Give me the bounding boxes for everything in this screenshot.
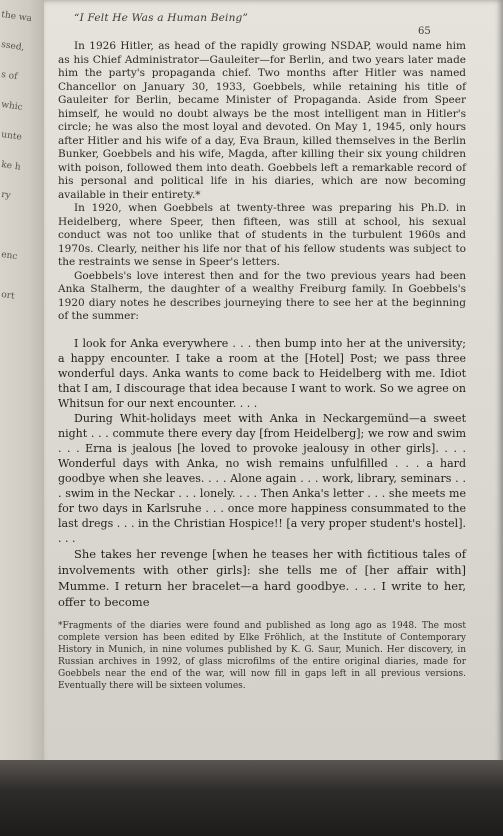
diary-quote (58, 336, 466, 610)
quote-paragraph: She takes her revenge [when he teases her with fictitious tales of involvements with other girls]: she tells me of [her affair with] Mumme. I return her bracelet—a hard goodbye. . . . I write to her, offer to become (58, 546, 466, 609)
book-page (44, 0, 503, 770)
quote-paragraph: During Whit-holidays meet with Anka in Neckargemünd—a sweet night . . . commute there every day [from Heidelberg]; we row and swim . . . Erna is jealous [he loved to provoke jealousy in other girls]. . . . Wonderful days with Anka, no wish remains unfulfilled . . . a hard goodbye when she leaves. . . . Alone again . . . work, library, seminars . . . swim in the Neckar . . . lonely. . . . Then Anka's letter . . . she meets me for two days in Karlsruhe . . . once more happiness consummated to the last dregs . . . in the Christian Hospice!! [a very proper student's hostel]. . . . (58, 411, 466, 545)
paragraph: In 1926 Hitler, as head of the rapidly growing NSDAP, would name him as his Chief Administrator—Gauleiter—for Berlin, and two years later made him the party's propaganda chief. Two months after Hitler was named Chancellor on January 30, 1933, Goebbels, while retaining his title of Gauleiter for Berlin, became Minister of Propaganda. Aside from Speer himself, he would no doubt always be the most intelligent man in Hitler's circle; he was also the most loyal and devoted. On May 1, 1945, only hours after Hitler and his wife of a day, Eva Braun, killed themselves in the Berlin Bunker, Goebbels and his wife, Magda, after killing their six young children with poison, followed them into death. Goebbels left a remarkable record of his personal and political life in his diaries, which are now becoming available in their entirety.* (58, 40, 466, 201)
background-surface (0, 760, 503, 836)
body-text (58, 40, 466, 692)
page-number: 65 (418, 26, 431, 37)
footnote (58, 620, 466, 692)
quote-paragraph: I look for Anka everywhere . . . then bump into her at the university; a happy encounter. I take a room at the [Hotel] Post; we pass three wonderful days. Anka wants to come back to Heidelberg with me. Idiot that I am, I discourage that idea because I want to work. So we agree on Whitsun for our next encounter. . . . (58, 336, 466, 410)
paragraph: Goebbels's love interest then and for the two previous years had been Anka Stalherm, the daughter of a wealthy Freiburg family. In Goebbels's 1920 diary notes he describes journeying there to see her at the beginning of the summer: (58, 269, 466, 322)
paragraph: In 1920, when Goebbels at twenty-three was preparing his Ph.D. in Heidelberg, where Speer, then fifteen, was still at school, his sexual conduct was not too unlike that of students in the turbulent 1960s and 1970s. Clearly, neither his life nor that of his fellow students was subject to the restraints we sense in Speer's letters. (58, 202, 466, 268)
footnote-text: *Fragments of the diaries were found and published as long ago as 1948. The most complete version has been edited by Elke Fröhlich, at the Institute of Contemporary History in Munich, in nine volumes published by K. G. Saur, Munich. Her discovery, in Russian archives in 1992, of glass microfilms of the entire original diaries, made for Goebbels near the end of the war, will now fill in gaps left in all previous versions. Eventually there will be sixteen volumes. (58, 620, 466, 691)
running-head: “I Felt He Was a Human Being” (74, 12, 249, 24)
facing-page-edge: the wa ssed, s of whic unte ke h ry enc ort (0, 0, 48, 760)
